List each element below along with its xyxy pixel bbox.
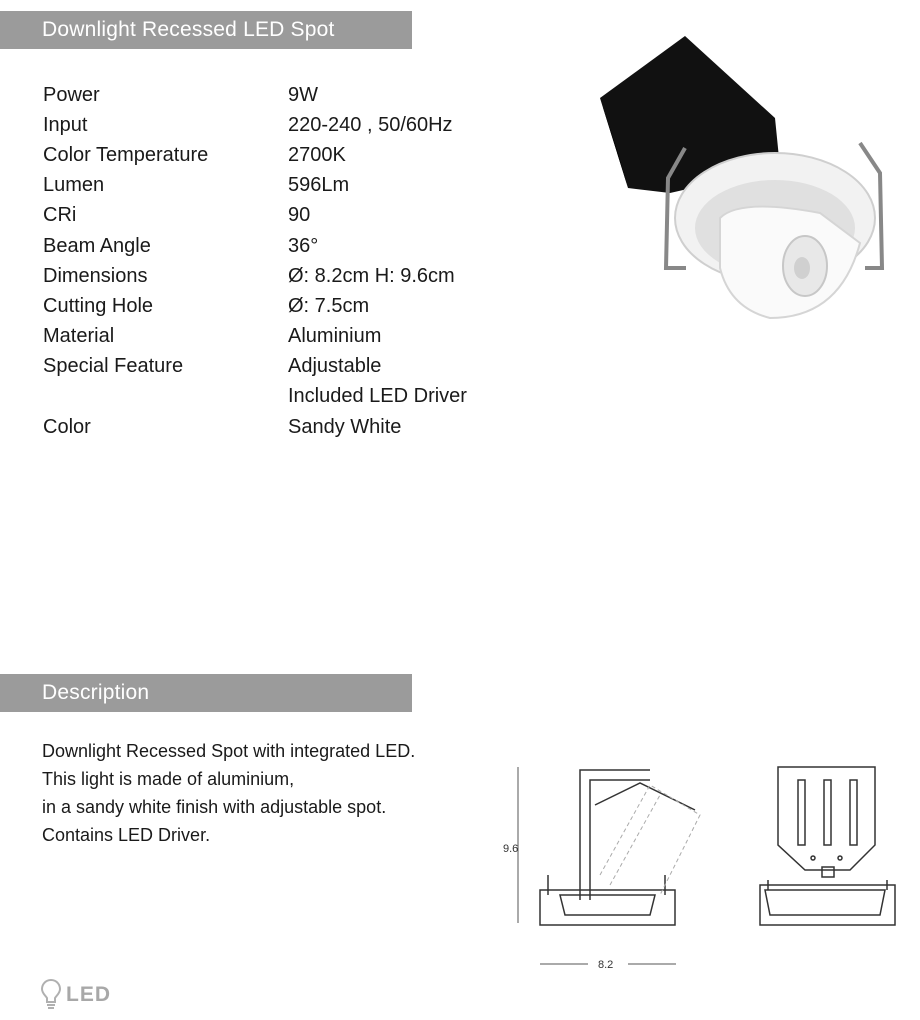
spec-value: Sandy White [288, 415, 402, 438]
spec-row [43, 140, 467, 170]
spec-label: Material [43, 325, 115, 348]
spec-row [43, 201, 467, 231]
description-text [42, 737, 415, 849]
spec-value: 2700K [288, 143, 346, 166]
spec-value: 596Lm [288, 174, 350, 197]
description-line: This light is made of aluminium, [42, 769, 295, 789]
spec-value: 220-240 , 50/60Hz [288, 113, 453, 136]
spec-row [43, 352, 467, 382]
spec-row [43, 110, 467, 140]
logo-text: LED [66, 983, 111, 1006]
spec-value: Adjustable [288, 355, 382, 378]
spec-value: Aluminium [288, 325, 382, 348]
spec-label: Beam Angle [43, 234, 151, 257]
description-line: Downlight Recessed Spot with integrated LED. [42, 741, 416, 761]
spec-row [43, 171, 467, 201]
spec-label: Special Feature [43, 355, 184, 378]
spec-label: Power [43, 83, 100, 106]
spec-label: Lumen [43, 174, 105, 197]
spec-label: Color Temperature [43, 143, 209, 166]
spec-value: Ø: 7.5cm [288, 294, 370, 317]
spec-label: Color [43, 415, 91, 438]
width-dimension-label: 8.2 [598, 959, 614, 971]
spec-row [43, 412, 467, 442]
product-image [590, 28, 910, 328]
spec-value: 90 [288, 204, 311, 227]
spec-value: 9W [288, 83, 318, 106]
spec-row [43, 291, 467, 321]
height-dimension-label: 9.6 [503, 843, 519, 855]
description-line: Contains LED Driver. [42, 825, 211, 845]
spec-table [43, 80, 467, 442]
bulb-icon [40, 978, 62, 1012]
description-section-title: Description [0, 674, 412, 712]
spec-row [43, 261, 467, 291]
spec-row [43, 231, 467, 261]
spec-label: Dimensions [43, 264, 148, 287]
description-line: in a sandy white finish with adjustable spot. [42, 797, 387, 817]
spec-label: CRi [43, 204, 77, 227]
spec-label: Input [43, 113, 88, 136]
spec-row [43, 382, 467, 412]
spec-section-title: Downlight Recessed LED Spot [0, 11, 412, 49]
spec-value: 36° [288, 234, 319, 257]
spec-value: Included LED Driver [288, 385, 467, 408]
spec-row [43, 322, 467, 352]
led-logo [40, 978, 111, 1012]
spec-value: Ø: 8.2cm H: 9.6cm [288, 264, 455, 287]
spec-row [43, 80, 467, 110]
technical-drawing [500, 755, 910, 985]
spec-label: Cutting Hole [43, 294, 154, 317]
